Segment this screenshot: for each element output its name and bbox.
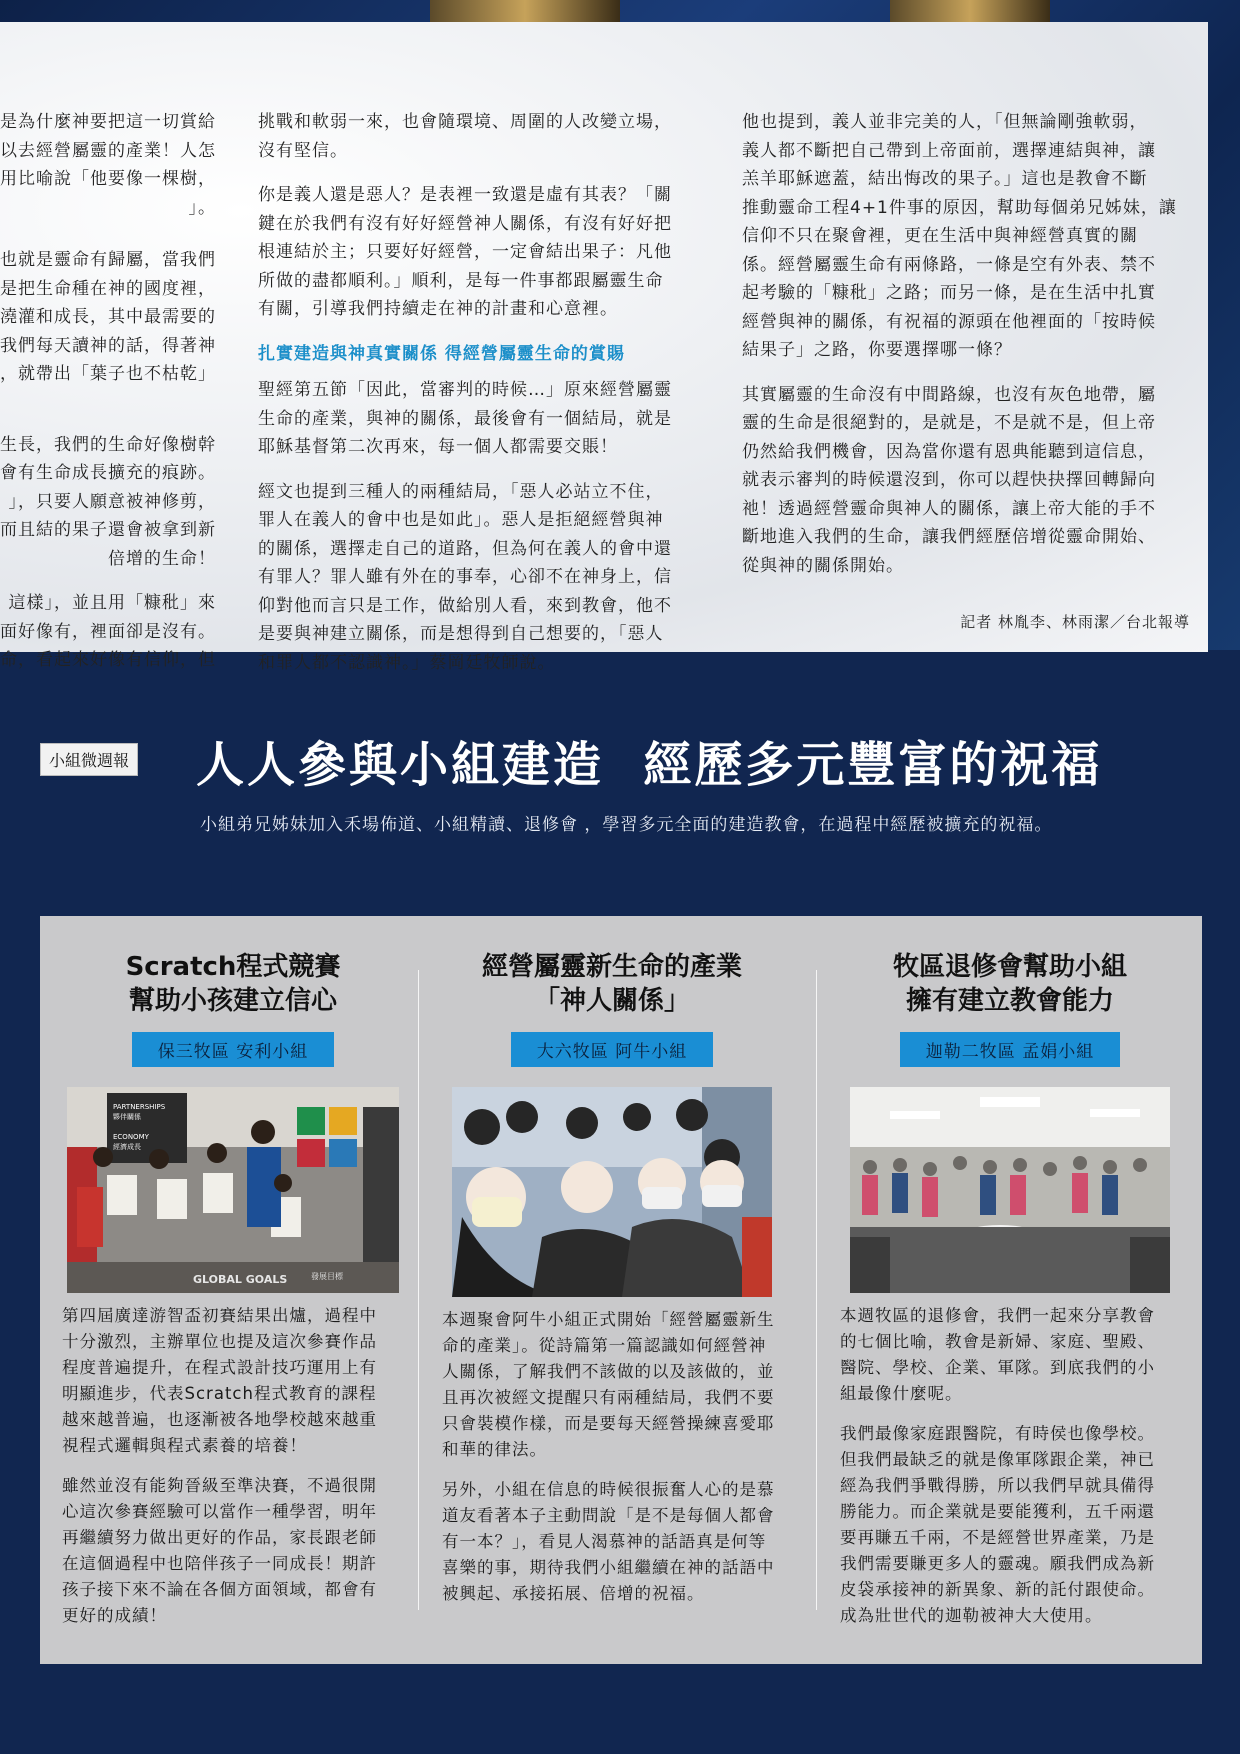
gold-streak: [890, 0, 1050, 22]
card-title: 經營屬靈新生命的產業 「神人關係」: [481, 952, 742, 1016]
article-paragraph: 挑戰和軟弱一來，也會隨環境、周圍的人改變立場， 沒有堅信。: [258, 112, 672, 161]
card-text: [62, 1303, 404, 1629]
article-paragraph: 他也提到，義人並非完美的人，「但無論剛強軟弱， 義人都不斷把自己帶到上帝面前，選擇連結與神，讓 羔羊耶穌遮蓋，結出悔改的果子。」這也是教會不斷 推動靈命工程4+1件事的原因，幫助每個弟兄姊妹，讓 信仰不只在聚會裡，更在生活中與神經營真實的關 係。經營屬靈生命有兩條路，一條是空有外表、禁不 起考驗的「糠秕」之路；而另一條，是在生活中扎實 經營與神的關係，有祝福的源頭在他裡面的「按時候 結果子」之路，你要選擇哪一條？: [742, 112, 1177, 360]
article-body: [0, 22, 1208, 673]
card-paragraph: 雖然並沒有能夠晉級至準決賽，不過很開 心這次參賽經驗可以當作一種學習，明年 再繼續努力做出更好的作品，家長跟老師 在這個過程中也陪伴孩子一同成長！期許 孩子接下來不論在各個方面領域，都會有 更好的成績！: [62, 1476, 377, 1625]
article-column-2: [258, 108, 708, 693]
card-text: [840, 1303, 1180, 1629]
sign-text: ECONOMY: [113, 1133, 149, 1141]
floor-text: GLOBAL GOALS: [193, 1273, 288, 1286]
report-card-spiritual: [442, 916, 782, 1621]
card-paragraph: 本週牧區的退修會，我們一起來分享教會 的七個比喻，教會是新婦、家庭、聖殿、 醫院、學校、企業、軍隊。到底我們的小 組最像什麼呢。: [840, 1306, 1155, 1403]
section-title: 人人參與小組建造 經歷多元豐富的祝福: [196, 737, 1103, 793]
article-column-3: [742, 108, 1190, 653]
sign-text: 經濟成長: [113, 1143, 141, 1151]
kids-contest-photo: [67, 1087, 399, 1293]
article-subheading: 扎實建造與神真實關係 得經營屬靈生命的賞賜: [258, 343, 625, 364]
article-paragraph: 聖經第五節「因此，當審判的時候…」原來經營屬靈 生命的產業，與神的關係，最後會有一個結局，就是 耶穌基督第二次再來，每一個人都需要交賬！: [258, 380, 672, 457]
article-column-1: [0, 108, 220, 691]
card-divider: [418, 970, 419, 1610]
group-report-panel: [40, 916, 1202, 1664]
report-card-scratch: [62, 916, 404, 1643]
board-text: 發展目標: [311, 1272, 343, 1281]
card-paragraph: 本週聚會阿牛小組正式開始「經營屬靈新生 命的產業」。從詩篇第一篇認識如何經營神 人關係，了解我們不該做的以及該做的，並 且再次被經文提醒只有兩種結局，我們不要 只會裝模作樣，而是要每天經營操練喜愛耶 和華的律法。: [442, 1310, 775, 1459]
group-selfie-photo: [452, 1087, 772, 1297]
card-group-badge: 迦勒二牧區 孟娟小組: [900, 1032, 1120, 1067]
section-tag: 小組微週報: [40, 743, 138, 776]
card-photo: [452, 1087, 772, 1297]
card-photo: [67, 1087, 399, 1293]
card-photo: [850, 1087, 1170, 1293]
gold-streak: [430, 0, 620, 22]
card-title: 牧區退修會幫助小組 擁有建立教會能力: [892, 952, 1127, 1016]
article-paragraph: 經文也提到三種人的兩種結局，「惡人必站立不住， 罪人在義人的會中也是如此」。惡人是拒絕經營與神 的關係，選擇走自己的道路，但為何在義人的會中還 有罪人？罪人雖有外在的事奉，心卻不在神身上，信 仰對他而言只是工作，做給別人看，來到教會，他不 是要與神建立關係，而是想得到自己想要的，「惡人 和罪人都不認識神。」蔡岡廷牧師說。: [258, 481, 672, 673]
article-paragraph: 是為什麼神要把這一切賞給 以去經營屬靈的產業！人怎 用比喻說「他要像一棵樹， 」。: [0, 112, 216, 218]
sign-text: PARTNERSHIPS: [113, 1103, 166, 1111]
card-group-badge: 大六牧區 阿牛小組: [511, 1032, 713, 1067]
article-byline: 記者 林胤李、林雨潔／台北報導: [960, 613, 1190, 631]
card-paragraph: 我們最像家庭跟醫院，有時侯也像學校。 但我們最缺乏的就是像軍隊跟企業，神已 經為我們爭戰得勝，所以我們早就具備得 勝能力。而企業就是要能獲利，五千兩還 要再賺五千兩，不是經營世界產業，乃是 我們需要賺更多人的靈魂。願我們成為新 皮袋承接神的新異象、新的託付跟使命。 成為壯世代的迦勒被神大大使用。: [840, 1424, 1155, 1625]
article-paragraph: 其實屬靈的生命沒有中間路線，也沒有灰色地帶，屬 靈的生命是很絕對的，是就是，不是就不是，但上帝 仍然給我們機會，因為當你還有恩典能聽到這信息， 就表示審判的時候還沒到，你可以趕快抉擇回轉歸向 祂！透過經營靈命與神人的關係，讓上帝大能的手不 斷地進入我們的生命，讓我們經歷倍增從靈命開始、 從與神的關係開始。: [742, 384, 1156, 576]
card-paragraph: 第四屆廣達游智盃初賽結果出爐，過程中 十分激烈，主辦單位也提及這次參賽作品 程度普遍提升，在程式設計技巧運用上有 明顯進步，代表Scratch程式教育的課程 越來越普遍，也逐漸被各地學校越來越重 視程式邏輯與程式素養的培養！: [62, 1306, 377, 1455]
card-title: Scratch程式競賽 幫助小孩建立信心: [125, 952, 341, 1016]
article-paragraph: 生長，我們的生命好像樹幹 會有生命成長擴充的痕跡。 」，只要人願意被神修剪， 而且結的果子還會被拿到新 倍增的生命！: [0, 434, 216, 569]
section-subtitle: 小組弟兄姊妹加入禾場佈道、小組精讀、退修會 ，學習多元全面的建造教會，在過程中經歷被擴充的祝福。: [200, 815, 1053, 835]
retreat-group-photo: [850, 1087, 1170, 1293]
article-paragraph: 你是義人還是惡人？是表裡一致還是虛有其表？「關 鍵在於我們有沒有好好經營神人關係，有沒有好好把 根連結於主；只要好好經營，一定會結出果子：凡他 所做的盡都順利。」順利，是每一件事都跟屬靈生命 有關，引導我們持續走在神的計畫和心意裡。: [258, 185, 672, 319]
card-text: [442, 1307, 782, 1607]
card-paragraph: 另外，小組在信息的時候很振奮人心的是慕 道友看著本子主動問說「是不是每個人都會 有一本？」，看見人渴慕神的話語真是何等 喜樂的事，期待我們小組繼續在神的話語中 被興起、承接拓展、倍增的祝福。: [442, 1480, 775, 1603]
sign-text: 夥伴關係: [113, 1113, 141, 1121]
article-paragraph: 也就是靈命有歸屬，當我們 是把生命種在神的國度裡， 澆灌和成長，其中最需要的 我們每天讀神的話，得著神 ，就帶出「葉子也不枯乾」: [0, 250, 216, 384]
article-paragraph: 這樣」，並且用「糠秕」來 面好像有，裡面卻是沒有。 命，看起來好像有信仰，但: [0, 593, 216, 670]
report-card-retreat: [840, 916, 1180, 1643]
card-group-badge: 保三牧區 安利小組: [132, 1032, 334, 1067]
card-divider: [816, 970, 817, 1610]
